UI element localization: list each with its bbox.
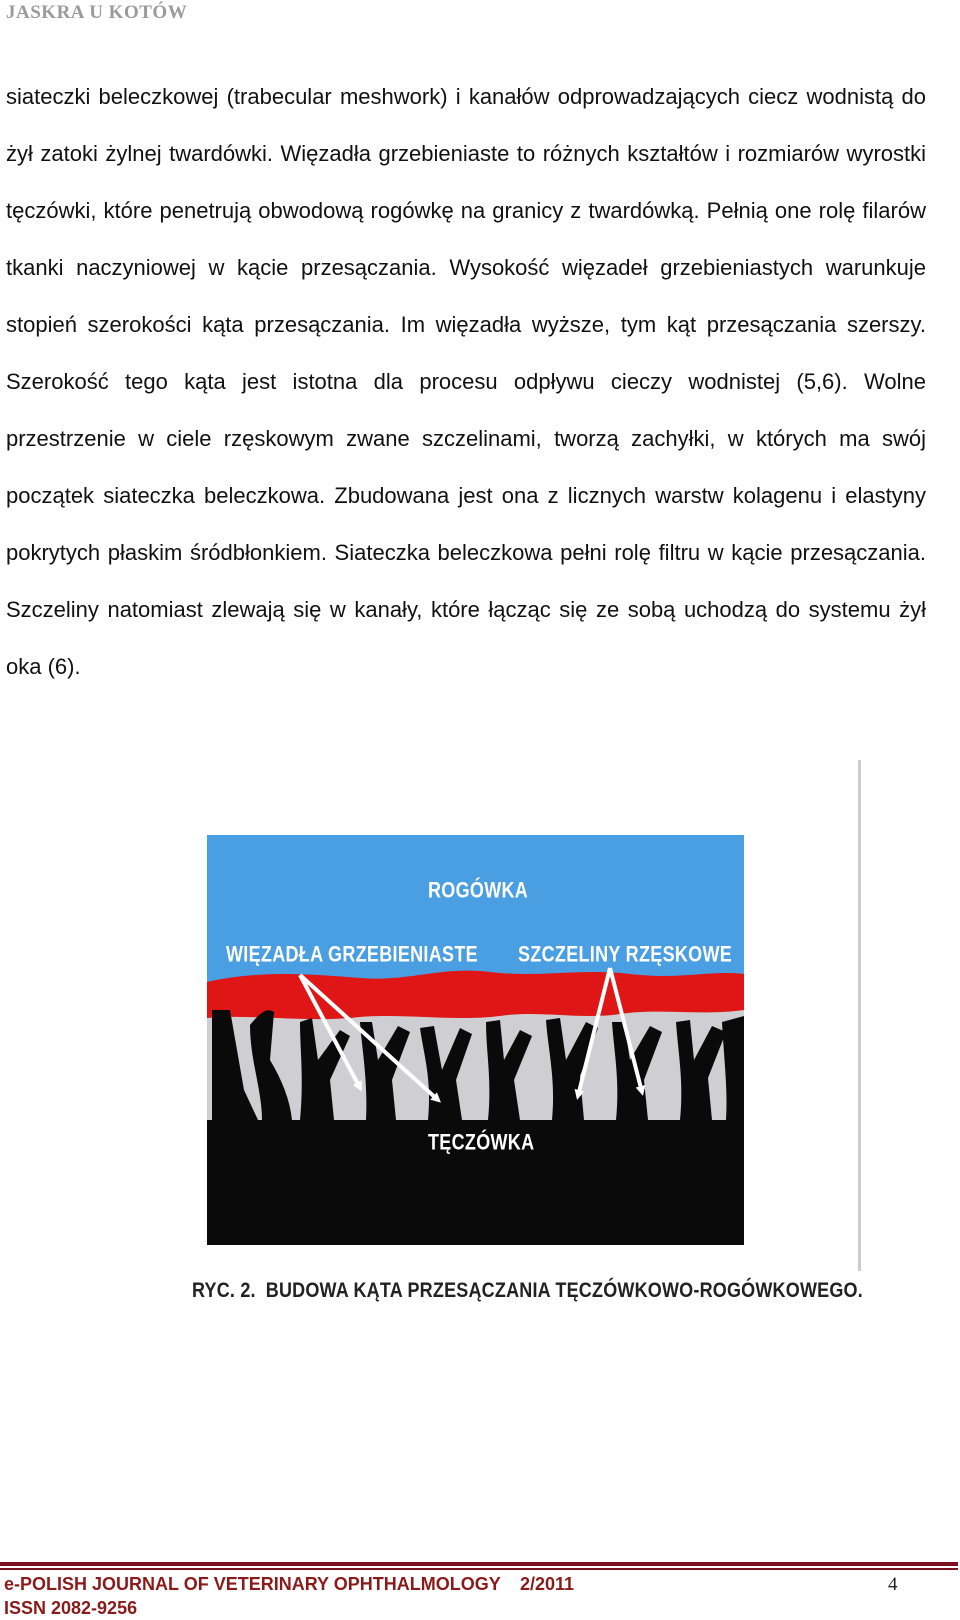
label-pectinate-ligaments: WIĘZADŁA GRZEBIENIASTE xyxy=(226,941,478,967)
figure-frame-line xyxy=(858,760,861,1271)
footer-rule xyxy=(0,1562,958,1566)
label-iris: TĘCZÓWKA xyxy=(428,1129,535,1155)
label-cornea: ROGÓWKA xyxy=(428,877,529,903)
figure-caption-text: BUDOWA KĄTA PRZESĄCZANIA TĘCZÓWKOWO-ROGÓWKOWEGO. xyxy=(265,1277,863,1302)
label-ciliary-clefts: SZCZELINY RZĘSKOWE xyxy=(518,941,733,967)
figure-illustration xyxy=(0,760,960,1340)
running-title: JASKRA U KOTÓW xyxy=(6,2,188,23)
footer-journal-title: e-POLISH JOURNAL OF VETERINARY OPHTHALMOLOGY xyxy=(4,1574,501,1594)
page-number: 4 xyxy=(888,1574,898,1595)
figure-caption xyxy=(192,1278,873,1303)
body-paragraph: siateczki beleczkowej (trabecular meshwork) i kanałów odprowadzających ciecz wodnistą do żył zatoki żylnej twardówki. Więzadła grzebieniaste to różnych kształtów i rozmiarów wyrostki tęczówki, które penetrują obwodową rogówkę na granicy z twardówką. Pełnią one rolę filarów tkanki naczyniowej w kącie przesączania. Wysokość więzadeł grzebieniastych warunkuje stopień szerokości kąta przesączania. Im więzadła wyższe, tym kąt przesączania szerszy. Szerokość tego kąta jest istotna dla procesu odpływu cieczy wodnistej (5,6). Wolne przestrzenie w ciele rzęskowym zwane szczelinami, tworzą zachyłki, w których ma swój początek siateczka beleczkowa. Zbudowana jest ona z licznych warstw kolagenu i elastyny pokrytych płaskim śródbłonkiem. Siateczka beleczkowa pełni rolę filtru w kącie przesączania. Szczeliny natomiast zlewają się w kanały, które łącząc się ze sobą uchodzą do systemu żył oka (6). xyxy=(6,84,926,679)
figure-angle-anatomy xyxy=(0,760,960,1340)
footer-issue: 2/2011 xyxy=(520,1574,575,1594)
footer-rule-thin xyxy=(0,1568,958,1570)
figure-caption-number: RYC. 2. xyxy=(192,1277,256,1302)
footer-issn: ISSN 2082-9256 xyxy=(4,1598,138,1618)
